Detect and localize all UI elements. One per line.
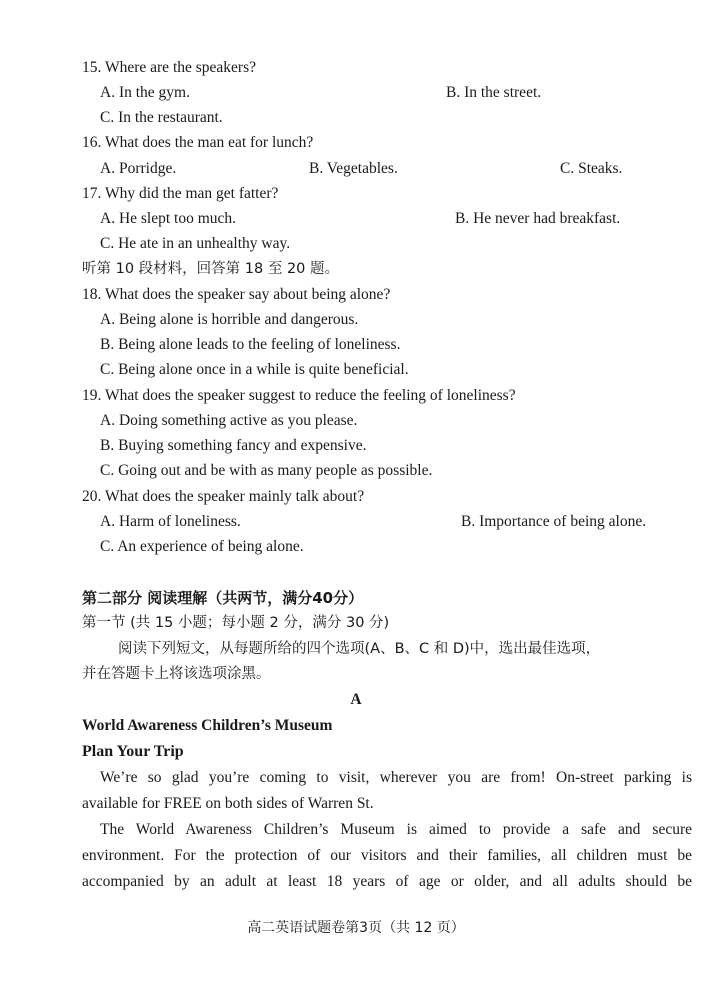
listening-instruction: 听第 10 段材料，回答第 18 至 20 题。 (82, 261, 340, 277)
question-15-stem: 15. Where are the speakers? (82, 59, 256, 76)
question-16-stem: 16. What does the man eat for lunch? (82, 134, 314, 151)
passage-line: accompanied by an adult at least 18 years of age or older, and all adults should be (82, 873, 692, 890)
question-19-stem: 19. What does the speaker suggest to reduce the feeling of loneliness? (82, 387, 516, 404)
question-20-option-c: C. An experience of being alone. (100, 538, 304, 555)
section1-heading: 第一节 (共 15 小题；每小题 2 分，满分 30 分) (82, 615, 390, 631)
passage-line: We’re so glad you’re coming to visit, wherever you are from! On-street parking is (100, 769, 692, 786)
question-15-option-a: A. In the gym. (100, 84, 190, 101)
question-16-option-c: C. Steaks. (560, 160, 623, 177)
question-20-stem: 20. What does the speaker mainly talk about? (82, 488, 365, 505)
passage-subtitle: Plan Your Trip (82, 743, 184, 760)
part2-heading: 第二部分 阅读理解（共两节，满分40分） (82, 589, 364, 607)
question-19-option-b: B. Buying something fancy and expensive. (100, 437, 367, 454)
question-17-option-c: C. He ate in an unhealthy way. (100, 235, 291, 252)
question-19-option-a: A. Doing something active as you please. (100, 412, 358, 429)
question-18-option-a: A. Being alone is horrible and dangerous. (100, 311, 359, 328)
question-18-option-b: B. Being alone leads to the feeling of loneliness. (100, 336, 401, 353)
reading-directions-line1: 阅读下列短文，从每题所给的四个选项(A、B、C 和 D)中，选出最佳选项， (118, 641, 601, 657)
question-17-option-b: B. He never had breakfast. (455, 210, 621, 227)
passage-letter: A (350, 691, 362, 708)
question-16-option-b: B. Vegetables. (309, 160, 398, 177)
question-18-option-c: C. Being alone once in a while is quite beneficial. (100, 361, 409, 378)
question-20-option-b: B. Importance of being alone. (461, 513, 647, 530)
question-17-stem: 17. Why did the man get fatter? (82, 185, 279, 202)
passage-line: environment. For the protection of our visitors and their families, all children must be (82, 847, 692, 864)
reading-directions-line2: 并在答题卡上将该选项涂黑。 (82, 666, 271, 682)
question-18-stem: 18. What does the speaker say about being alone? (82, 286, 391, 303)
question-17-option-a: A. He slept too much. (100, 210, 237, 227)
passage-line: available for FREE on both sides of Warren St. (82, 795, 374, 812)
passage-title: World Awareness Children’s Museum (82, 717, 333, 734)
question-15-option-b: B. In the street. (446, 84, 542, 101)
question-15-option-c: C. In the restaurant. (100, 109, 223, 126)
passage-line: The World Awareness Children’s Museum is aimed to provide a safe and secure (100, 821, 692, 838)
page-footer: 高二英语试题卷第3页（共 12 页） (247, 920, 465, 936)
question-16-option-a: A. Porridge. (100, 160, 177, 177)
question-19-option-c: C. Going out and be with as many people as possible. (100, 462, 433, 479)
question-20-option-a: A. Harm of loneliness. (100, 513, 241, 530)
